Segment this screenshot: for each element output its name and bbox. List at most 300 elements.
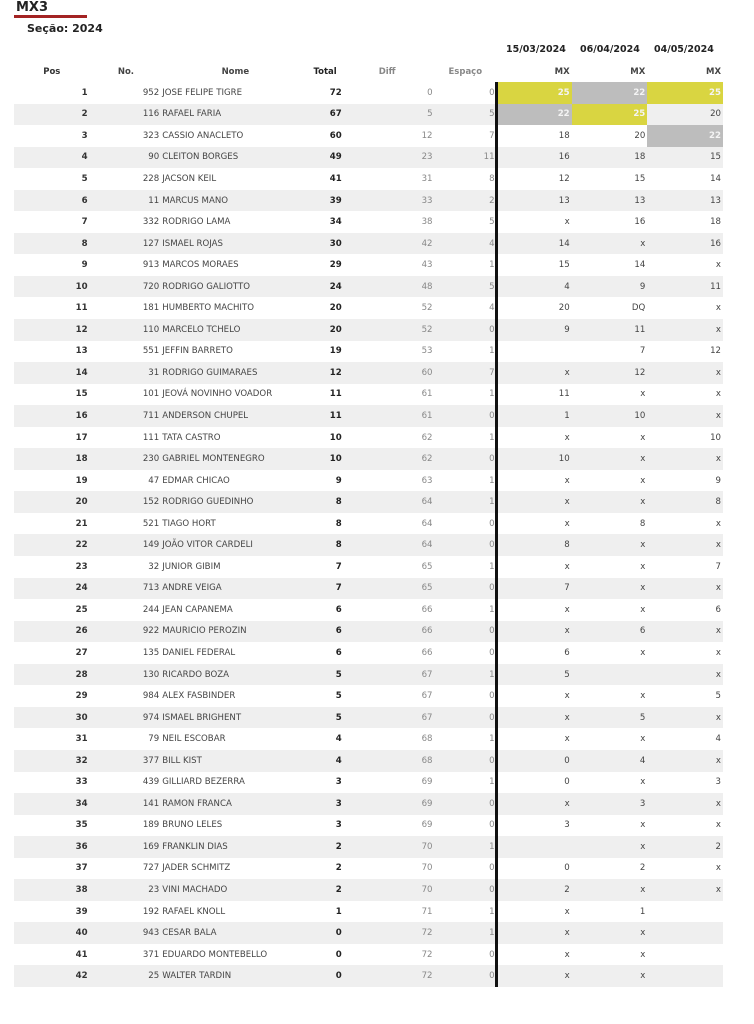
round-2-points-cell: 6 bbox=[572, 621, 648, 643]
table-row[interactable] bbox=[14, 879, 723, 901]
rider-number-cell: 228 bbox=[142, 173, 160, 184]
diff-cell: 23 bbox=[342, 147, 435, 169]
round-2-points-cell: 12 bbox=[572, 362, 648, 384]
rider-name-cell: JEFFIN BARRETO bbox=[162, 346, 233, 357]
round-2-points-cell: 2 bbox=[639, 863, 646, 874]
table-row[interactable] bbox=[14, 836, 723, 858]
pos-cell: 14 bbox=[14, 362, 90, 384]
round-3-points-cell: x bbox=[715, 863, 721, 874]
pos-cell: 15 bbox=[75, 389, 88, 400]
table-row[interactable] bbox=[14, 621, 723, 643]
table-row[interactable] bbox=[14, 82, 723, 104]
gap-cell: 0 bbox=[435, 621, 497, 643]
table-row[interactable] bbox=[14, 815, 723, 837]
pos-cell: 12 bbox=[14, 319, 90, 341]
diff-cell: 31 bbox=[421, 173, 433, 184]
round-3-points-cell: x bbox=[715, 518, 721, 529]
gap-cell: 5 bbox=[435, 104, 497, 126]
round-2-points-cell: x bbox=[640, 949, 646, 960]
round-3-points-cell: x bbox=[647, 707, 723, 729]
pos-cell: 37 bbox=[75, 863, 88, 874]
round-2-points-cell: 16 bbox=[634, 217, 646, 228]
round-2-points-cell: 13 bbox=[572, 190, 648, 212]
pos-cell: 23 bbox=[75, 561, 88, 572]
table-row[interactable] bbox=[14, 664, 723, 686]
round-1-points-cell: x bbox=[496, 922, 572, 944]
pos-cell: 6 bbox=[14, 190, 90, 212]
total-points-cell: 2 bbox=[308, 836, 341, 858]
table-row[interactable] bbox=[14, 513, 723, 535]
pos-cell: 26 bbox=[14, 621, 90, 643]
round-1-points-cell: 6 bbox=[564, 647, 570, 658]
rider-name-cell: MARCUS MANO bbox=[162, 190, 308, 212]
pos-cell: 18 bbox=[14, 448, 90, 470]
pos-cell: 4 bbox=[14, 147, 90, 169]
table-row[interactable] bbox=[14, 276, 723, 298]
round-2-points-cell: 14 bbox=[634, 260, 646, 271]
rider-number-cell: 984 bbox=[142, 691, 160, 702]
round-3-points-cell: x bbox=[647, 578, 723, 600]
round-3-points-cell: 18 bbox=[710, 217, 721, 228]
pos-cell: 35 bbox=[75, 820, 88, 831]
round-2-points-cell: 18 bbox=[572, 147, 648, 169]
total-points-cell: 4 bbox=[308, 750, 341, 772]
rider-number-cell: 47 bbox=[148, 475, 160, 486]
table-row[interactable] bbox=[14, 642, 723, 664]
header-name[interactable]: Nome bbox=[221, 67, 250, 77]
round-3-points-cell: 7 bbox=[715, 561, 721, 572]
table-row[interactable] bbox=[14, 901, 723, 923]
round-3-points-cell: 10 bbox=[710, 432, 721, 443]
total-points-cell: 72 bbox=[329, 87, 342, 98]
rider-name-cell: RAFAEL KNOLL bbox=[162, 906, 226, 917]
total-points-cell: 7 bbox=[308, 578, 341, 600]
category-title: MX3 bbox=[16, 0, 49, 15]
rider-number-cell: 90 bbox=[90, 147, 163, 169]
round-3-points-cell: x bbox=[715, 260, 721, 271]
rider-number-cell: 135 bbox=[142, 647, 160, 658]
total-points-cell: 34 bbox=[329, 217, 342, 228]
rider-number-cell: 230 bbox=[90, 448, 163, 470]
diff-cell: 70 bbox=[342, 879, 435, 901]
rider-number-cell: 943 bbox=[90, 922, 163, 944]
table-row[interactable] bbox=[14, 147, 723, 169]
diff-cell: 60 bbox=[342, 362, 435, 384]
pos-cell: 41 bbox=[75, 949, 88, 960]
rider-name-cell: BILL KIST bbox=[162, 750, 308, 772]
round-1-points-cell: x bbox=[564, 949, 570, 960]
rider-name-cell: JUNIOR GIBIM bbox=[162, 561, 221, 572]
rider-number-cell: 521 bbox=[142, 518, 160, 529]
round-2-points-cell: 25 bbox=[572, 104, 648, 126]
header-gap[interactable]: Espaço bbox=[448, 67, 483, 77]
round-3-points-cell: 13 bbox=[647, 190, 723, 212]
round-3-points-cell: x bbox=[647, 362, 723, 384]
diff-cell: 69 bbox=[421, 820, 433, 831]
table-row[interactable] bbox=[14, 944, 723, 966]
pos-cell: 3 bbox=[81, 130, 88, 141]
round-2-points-cell: x bbox=[572, 922, 648, 944]
table-row[interactable] bbox=[14, 362, 723, 384]
round-1-points-cell: x bbox=[564, 604, 570, 615]
rider-number-cell: 711 bbox=[90, 405, 163, 427]
total-points-cell: 5 bbox=[308, 707, 341, 729]
total-points-cell: 3 bbox=[335, 820, 342, 831]
round-1-points-cell: 0 bbox=[564, 863, 570, 874]
table-row[interactable] bbox=[14, 858, 723, 880]
total-points-cell: 24 bbox=[308, 276, 341, 298]
title-underline bbox=[14, 15, 87, 18]
total-points-cell: 19 bbox=[329, 346, 342, 357]
round-3-points-cell: x bbox=[715, 820, 721, 831]
total-points-cell: 7 bbox=[335, 561, 342, 572]
round-1-points-cell: x bbox=[564, 432, 570, 443]
round-1-points-cell: x bbox=[496, 707, 572, 729]
table-row[interactable] bbox=[14, 448, 723, 470]
round-3-points-cell: x bbox=[647, 448, 723, 470]
round-2-points-cell: 4 bbox=[572, 750, 648, 772]
diff-cell: 68 bbox=[421, 734, 433, 745]
header-total[interactable]: Total bbox=[313, 67, 337, 77]
rider-number-cell: 79 bbox=[148, 734, 160, 745]
pos-cell: 25 bbox=[75, 604, 88, 615]
gap-cell: 1 bbox=[435, 728, 497, 750]
rider-name-cell: WALTER TARDIN bbox=[162, 965, 308, 987]
table-row[interactable] bbox=[14, 750, 723, 772]
gap-cell: 0 bbox=[435, 448, 497, 470]
rider-number-cell: 32 bbox=[148, 561, 160, 572]
rider-name-cell: MARCOS MORAES bbox=[162, 260, 239, 271]
rider-name-cell: JEAN CAPANEMA bbox=[162, 604, 233, 615]
table-row[interactable] bbox=[14, 922, 723, 944]
total-points-cell: 11 bbox=[329, 389, 342, 400]
rider-name-cell: RODRIGO GUEDINHO bbox=[162, 491, 308, 513]
gap-cell: 0 bbox=[435, 965, 497, 987]
round-1-points-cell: 0 bbox=[564, 777, 570, 788]
round-2-points-cell: x bbox=[640, 734, 646, 745]
diff-cell: 64 bbox=[342, 534, 435, 556]
rider-name-cell: GABRIEL MONTENEGRO bbox=[162, 448, 308, 470]
pos-cell: 33 bbox=[75, 777, 88, 788]
table-row[interactable] bbox=[14, 168, 723, 190]
gap-cell: 0 bbox=[435, 405, 497, 427]
round-2-points-cell: x bbox=[640, 691, 646, 702]
table-row[interactable] bbox=[14, 707, 723, 729]
round-1-points-cell: x bbox=[564, 906, 570, 917]
round-2-points-cell: x bbox=[640, 604, 646, 615]
total-points-cell: 39 bbox=[308, 190, 341, 212]
pos-cell: 27 bbox=[75, 647, 88, 658]
total-points-cell: 2 bbox=[308, 879, 341, 901]
pos-cell: 39 bbox=[75, 906, 88, 917]
table-row[interactable] bbox=[14, 125, 723, 147]
round-3-points-cell: 12 bbox=[710, 346, 721, 357]
table-row[interactable] bbox=[14, 341, 723, 363]
table-row[interactable] bbox=[14, 578, 723, 600]
diff-cell: 66 bbox=[421, 604, 433, 615]
total-points-cell: 20 bbox=[329, 303, 342, 314]
rider-number-cell: 111 bbox=[142, 432, 160, 443]
diff-cell: 69 bbox=[342, 793, 435, 815]
round-2-points-cell: x bbox=[640, 647, 646, 658]
diff-cell: 62 bbox=[421, 432, 433, 443]
round-2-points-cell: x bbox=[640, 432, 646, 443]
round-3-points-cell: 25 bbox=[647, 82, 723, 104]
diff-cell: 62 bbox=[342, 448, 435, 470]
gap-cell: 5 bbox=[435, 211, 497, 233]
round-3-points-cell: x bbox=[647, 664, 723, 686]
round-1-points-cell: x bbox=[496, 793, 572, 815]
round-1-points-cell: x bbox=[564, 691, 570, 702]
round-2-points-cell: 15 bbox=[634, 173, 646, 184]
header-pos[interactable]: Pos bbox=[43, 67, 61, 77]
round-3-points-cell bbox=[647, 922, 723, 944]
table-row[interactable] bbox=[14, 685, 723, 707]
table-row[interactable] bbox=[14, 427, 723, 449]
rider-number-cell: 116 bbox=[90, 104, 163, 126]
pos-cell: 40 bbox=[14, 922, 90, 944]
rider-number-cell: 169 bbox=[90, 836, 163, 858]
round-3-points-cell: 22 bbox=[647, 125, 723, 147]
round-3-points-cell: 8 bbox=[647, 491, 723, 513]
rider-name-cell: CLEITON BORGES bbox=[162, 147, 308, 169]
round-1-points-cell: 12 bbox=[558, 173, 570, 184]
rider-name-cell: NEIL ESCOBAR bbox=[162, 734, 226, 745]
rider-number-cell: 727 bbox=[142, 863, 160, 874]
round-3-points-cell: 3 bbox=[715, 777, 721, 788]
header-round-1[interactable]: MX bbox=[554, 67, 570, 77]
round-2-points-cell: x bbox=[640, 777, 646, 788]
round-2-points-cell: x bbox=[640, 389, 646, 400]
round-1-points-cell: 10 bbox=[496, 448, 572, 470]
gap-cell: 1 bbox=[435, 664, 497, 686]
round-1-points-cell: 2 bbox=[496, 879, 572, 901]
rider-name-cell: CESAR BALA bbox=[162, 922, 308, 944]
diff-cell: 67 bbox=[421, 691, 433, 702]
round-date-2: 06/04/2024 bbox=[580, 44, 640, 55]
rider-number-cell: 720 bbox=[90, 276, 163, 298]
gap-cell: 1 bbox=[435, 922, 497, 944]
round-2-points-cell: 5 bbox=[572, 707, 648, 729]
total-points-cell: 41 bbox=[329, 173, 342, 184]
table-row[interactable] bbox=[14, 233, 723, 255]
diff-cell: 70 bbox=[342, 836, 435, 858]
table-row[interactable] bbox=[14, 297, 723, 319]
total-points-cell: 0 bbox=[308, 922, 341, 944]
pos-cell: 28 bbox=[14, 664, 90, 686]
table-row[interactable] bbox=[14, 534, 723, 556]
gap-cell: 1 bbox=[435, 836, 497, 858]
round-3-points-cell: 14 bbox=[710, 173, 721, 184]
rider-number-cell: 181 bbox=[142, 303, 160, 314]
total-points-cell: 12 bbox=[308, 362, 341, 384]
round-3-points-cell: x bbox=[647, 319, 723, 341]
diff-cell: 5 bbox=[342, 104, 435, 126]
pos-cell: 9 bbox=[81, 260, 88, 271]
rider-name-cell: RICARDO BOZA bbox=[162, 664, 308, 686]
rider-name-cell: MARCELO TCHELO bbox=[162, 319, 308, 341]
diff-cell: 72 bbox=[342, 965, 435, 987]
pos-cell: 1 bbox=[81, 87, 88, 98]
round-3-points-cell: x bbox=[647, 405, 723, 427]
round-2-points-cell: x bbox=[572, 879, 648, 901]
table-row[interactable] bbox=[14, 728, 723, 750]
total-points-cell: 10 bbox=[308, 448, 341, 470]
round-3-points-cell bbox=[647, 944, 723, 966]
rider-number-cell: 371 bbox=[142, 949, 160, 960]
rider-number-cell: 152 bbox=[90, 491, 163, 513]
gap-cell: 0 bbox=[435, 793, 497, 815]
rider-name-cell: MAURICIO PEROZIN bbox=[162, 621, 308, 643]
round-2-points-cell: x bbox=[640, 475, 646, 486]
round-3-points-cell: x bbox=[715, 647, 721, 658]
round-1-points-cell: 4 bbox=[496, 276, 572, 298]
gap-cell: 2 bbox=[435, 190, 497, 212]
rider-name-cell: HUMBERTO MACHITO bbox=[162, 303, 254, 314]
round-2-points-cell: x bbox=[572, 578, 648, 600]
diff-cell: 52 bbox=[342, 319, 435, 341]
table-row[interactable] bbox=[14, 556, 723, 578]
total-points-cell: 20 bbox=[308, 319, 341, 341]
rider-name-cell: RODRIGO LAMA bbox=[162, 217, 231, 228]
gap-cell: 0 bbox=[435, 944, 497, 966]
rider-number-cell: 31 bbox=[90, 362, 163, 384]
total-points-cell: 6 bbox=[308, 621, 341, 643]
pos-cell: 8 bbox=[14, 233, 90, 255]
round-1-points-cell: 13 bbox=[496, 190, 572, 212]
round-2-points-cell: x bbox=[640, 820, 646, 831]
diff-cell: 63 bbox=[421, 475, 433, 486]
round-3-points-cell: 5 bbox=[715, 691, 721, 702]
rider-number-cell: 377 bbox=[90, 750, 163, 772]
pos-cell: 10 bbox=[14, 276, 90, 298]
pos-cell: 16 bbox=[14, 405, 90, 427]
total-points-cell: 3 bbox=[335, 777, 342, 788]
gap-cell: 1 bbox=[435, 772, 497, 794]
round-1-points-cell: 25 bbox=[496, 82, 572, 104]
round-1-points-cell bbox=[496, 836, 572, 858]
table-row[interactable] bbox=[14, 965, 723, 987]
total-points-cell: 49 bbox=[308, 147, 341, 169]
round-2-points-cell: 9 bbox=[572, 276, 648, 298]
round-3-points-cell: 11 bbox=[647, 276, 723, 298]
round-1-points-cell: 18 bbox=[558, 130, 570, 141]
gap-cell: 0 bbox=[435, 642, 497, 664]
header-round-3[interactable]: MX bbox=[705, 67, 721, 77]
pos-cell: 29 bbox=[75, 691, 88, 702]
gap-cell: 0 bbox=[435, 815, 497, 837]
diff-cell: 43 bbox=[421, 260, 433, 271]
round-1-points-cell: 5 bbox=[496, 664, 572, 686]
round-3-points-cell: 2 bbox=[647, 836, 723, 858]
round-3-points-cell: 4 bbox=[715, 734, 721, 745]
gap-cell: 0 bbox=[435, 82, 497, 104]
rider-number-cell: 244 bbox=[142, 604, 160, 615]
standings-table bbox=[14, 62, 723, 987]
total-points-cell: 1 bbox=[335, 906, 342, 917]
rider-number-cell: 913 bbox=[142, 260, 160, 271]
table-row[interactable] bbox=[14, 104, 723, 126]
pos-cell: 31 bbox=[75, 734, 88, 745]
total-points-cell: 67 bbox=[308, 104, 341, 126]
table-row[interactable] bbox=[14, 319, 723, 341]
round-3-points-cell: 20 bbox=[647, 104, 723, 126]
gap-cell: 0 bbox=[435, 685, 497, 707]
round-3-points-cell: 6 bbox=[715, 604, 721, 615]
rider-name-cell: BRUNO LELES bbox=[162, 820, 223, 831]
table-row[interactable] bbox=[14, 599, 723, 621]
round-2-points-cell: x bbox=[572, 534, 648, 556]
table-row[interactable] bbox=[14, 254, 723, 276]
table-row[interactable] bbox=[14, 491, 723, 513]
round-3-points-cell bbox=[647, 965, 723, 987]
diff-cell: 0 bbox=[427, 87, 433, 98]
rider-name-cell: CASSIO ANACLETO bbox=[162, 130, 244, 141]
gap-cell: 11 bbox=[435, 147, 497, 169]
pos-cell: 21 bbox=[75, 518, 88, 529]
pos-cell: 19 bbox=[75, 475, 88, 486]
header-diff[interactable]: Diff bbox=[378, 67, 396, 77]
gap-cell: 7 bbox=[435, 125, 497, 147]
table-row[interactable] bbox=[14, 190, 723, 212]
gap-cell: 1 bbox=[435, 341, 497, 363]
diff-cell: 67 bbox=[342, 707, 435, 729]
table-header-row bbox=[14, 62, 723, 82]
header-round-2[interactable]: MX bbox=[630, 67, 646, 77]
rider-name-cell: ALEX FASBINDER bbox=[162, 691, 236, 702]
gap-cell: 1 bbox=[435, 556, 497, 578]
round-1-points-cell bbox=[496, 341, 572, 363]
table-row[interactable] bbox=[14, 772, 723, 794]
total-points-cell: 0 bbox=[308, 965, 341, 987]
season-label: Seção: 2024 bbox=[27, 22, 103, 35]
round-1-points-cell: 22 bbox=[496, 104, 572, 126]
rider-name-cell: JADER SCHMITZ bbox=[162, 863, 231, 874]
table-row[interactable] bbox=[14, 793, 723, 815]
rider-number-cell: 141 bbox=[90, 793, 163, 815]
total-points-cell: 6 bbox=[335, 647, 342, 658]
gap-cell: 7 bbox=[435, 362, 497, 384]
rider-name-cell: JOÃO VITOR CARDELI bbox=[162, 534, 308, 556]
total-points-cell: 8 bbox=[308, 534, 341, 556]
round-2-points-cell: DQ bbox=[631, 303, 646, 314]
diff-cell: 61 bbox=[342, 405, 435, 427]
pos-cell: 24 bbox=[14, 578, 90, 600]
gap-cell: 0 bbox=[435, 707, 497, 729]
round-2-points-cell: 1 bbox=[639, 906, 646, 917]
round-1-points-cell: 11 bbox=[558, 389, 570, 400]
pos-cell: 2 bbox=[14, 104, 90, 126]
table-row[interactable] bbox=[14, 211, 723, 233]
pos-cell: 42 bbox=[14, 965, 90, 987]
table-row[interactable] bbox=[14, 384, 723, 406]
gap-cell: 5 bbox=[435, 276, 497, 298]
table-row[interactable] bbox=[14, 405, 723, 427]
gap-cell: 0 bbox=[435, 578, 497, 600]
diff-cell: 71 bbox=[421, 906, 433, 917]
header-no[interactable]: No. bbox=[117, 67, 135, 77]
rider-name-cell: RODRIGO GALIOTTO bbox=[162, 276, 308, 298]
rider-number-cell: 127 bbox=[90, 233, 163, 255]
round-1-points-cell: 7 bbox=[496, 578, 572, 600]
round-1-points-cell: x bbox=[496, 621, 572, 643]
rider-number-cell: 130 bbox=[90, 664, 163, 686]
diff-cell: 48 bbox=[342, 276, 435, 298]
round-2-points-cell: x bbox=[572, 233, 648, 255]
table-row[interactable] bbox=[14, 470, 723, 492]
total-points-cell: 29 bbox=[329, 260, 342, 271]
round-3-points-cell bbox=[647, 901, 723, 923]
